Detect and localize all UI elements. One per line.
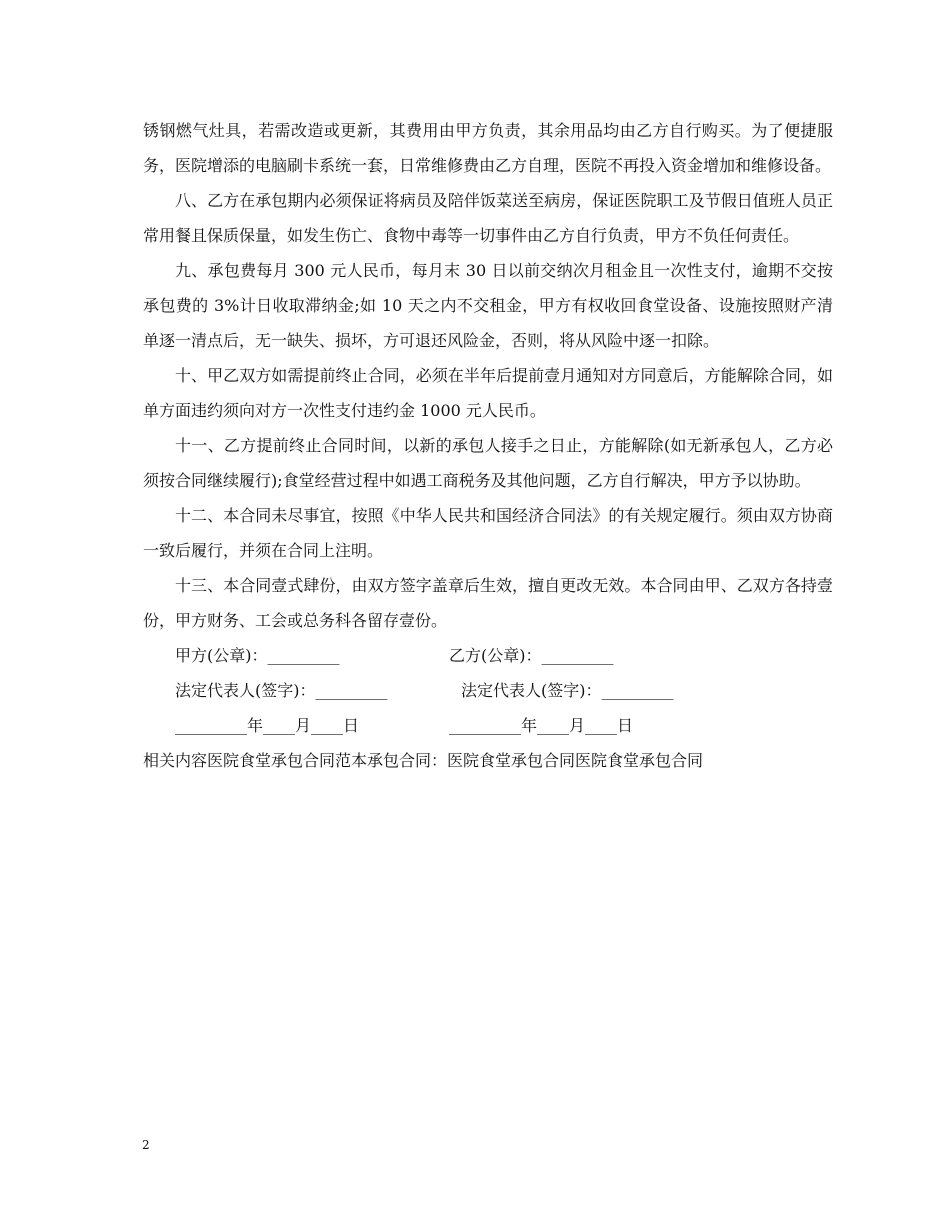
clause-12: 十二、本合同未尽事宜，按照《中华人民共和国经济合同法》的有关规定履行。须由双方协商一致后履行，并须在合同上注明。 [143,506,833,560]
clause-10: 十、甲乙双方如需提前终止合同，必须在半年后提前壹月通知对方同意后，方能解除合同，如单方面违约须向对方一次性支付违约金 1000 元人民币。 [143,366,833,420]
clause-13: 十三、本合同壹式肆份，由双方签字盖章后生效，擅自更改无效。本合同由甲、乙双方各持壹份，甲方财务、工会或总务科各留存壹份。 [143,576,833,630]
party-b-representative-field: 法定代表人(签字)：_________ [461,681,674,700]
paragraph-continuation: 锈钢燃气灶具，若需改造或更新，其费用由甲方负责，其余用品均由乙方自行购买。为了便捷服务，医院增添的电脑刷卡系统一套，日常维修费由乙方自理，医院不再投入资金增加和维修设备。 [143,121,833,175]
signature-row-date [143,708,833,743]
clause-9: 九、承包费每月 300 元人民币，每月末 30 日以前交纳次月租金且一次性支付，逾期不交按承包费的 3%计日收取滞纳金;如 10 天之内不交租金，甲方有权收回食堂设备、设施按照财产清单逐一清点后，无一缺失、损坏，方可退还风险金，否则，将从风险中逐一扣除。 [143,261,833,350]
related-content-line: 相关内容医院食堂承包合同范本承包合同：医院食堂承包合同医院食堂承包合同 [143,751,704,770]
page-number: 2 [142,1138,150,1152]
clause-11: 十一、乙方提前终止合同时间，以新的承包人接手之日止，方能解除(如无新承包人，乙方必须按合同继续履行);食堂经营过程中如遇工商税务及其他问题，乙方自行解决，甲方予以协助。 [143,436,833,490]
party-b-seal-field: 乙方(公章)：_________ [449,646,614,665]
party-a-representative-field: 法定代表人(签字)：_________ [175,681,388,700]
party-b-date-field: _________年____月____日 [449,716,634,735]
party-a-seal-field: 甲方(公章)：_________ [175,646,340,665]
signature-row-seal [143,638,833,673]
clause-8: 八、乙方在承包期内必须保证将病员及陪伴饭菜送至病房，保证医院职工及节假日值班人员正常用餐且保质保量，如发生伤亡、食物中毒等一切事件由乙方自行负责，甲方不负任何责任。 [143,191,833,245]
party-a-date-field: _________年____月____日 [175,716,360,735]
document-body [143,113,833,778]
signature-row-representative [143,673,833,708]
